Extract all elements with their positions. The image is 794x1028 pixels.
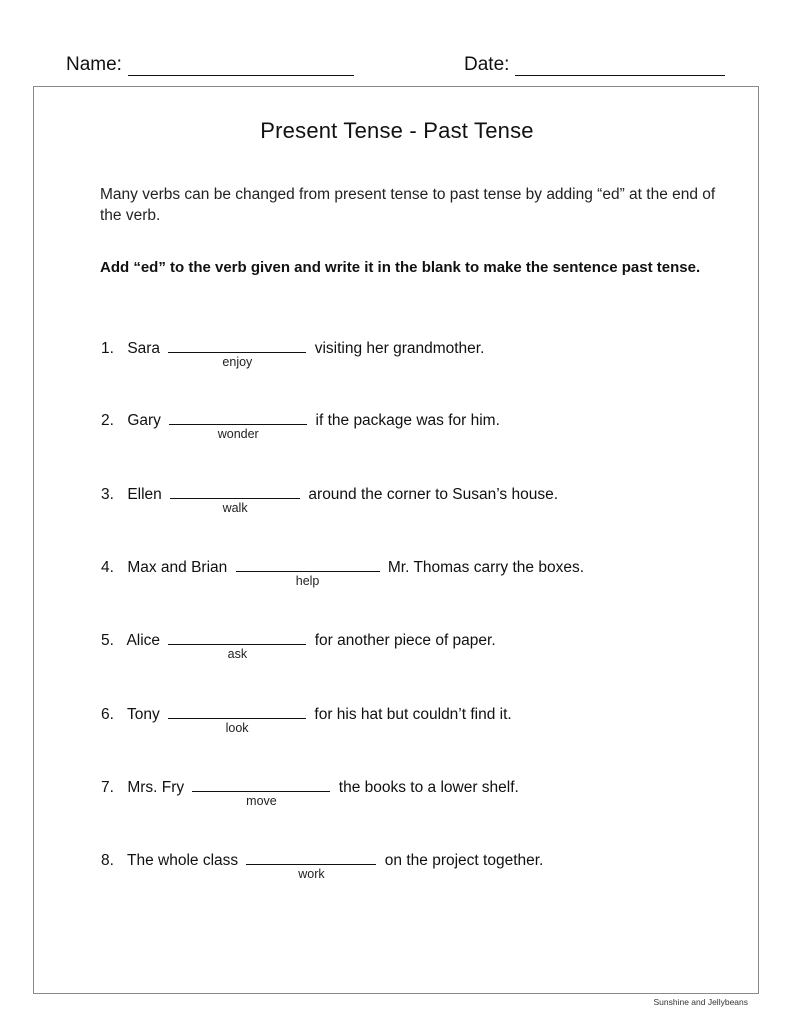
question-subject: Alice — [126, 632, 161, 649]
verb-hint: enjoy — [222, 355, 253, 369]
question-number: 4. — [101, 559, 114, 576]
question-number: 6. — [101, 706, 114, 723]
verb-hint: wonder — [217, 427, 259, 441]
question-number: 7. — [101, 779, 114, 796]
question-number: 3. — [101, 486, 114, 503]
question-rest: if the package was for him. — [315, 412, 500, 429]
footer-credit: Sunshine and Jellybeans — [653, 997, 748, 1007]
answer-blank[interactable] — [169, 410, 307, 441]
verb-hint: help — [295, 574, 320, 588]
question-item — [101, 777, 519, 808]
question-subject: The whole class — [127, 852, 239, 869]
date-blank-line[interactable] — [515, 55, 725, 76]
answer-blank[interactable] — [168, 704, 306, 735]
question-item — [101, 410, 500, 441]
question-subject: Gary — [127, 412, 161, 429]
question-rest: visiting her grandmother. — [314, 340, 485, 357]
question-number: 2. — [101, 412, 114, 429]
answer-blank[interactable] — [168, 338, 306, 369]
question-item — [101, 484, 559, 515]
question-rest: around the corner to Susan’s house. — [308, 486, 559, 503]
question-number: 1. — [101, 340, 114, 357]
answer-blank[interactable] — [236, 557, 380, 588]
intro-paragraph: Many verbs can be changed from present tense to past tense by adding “ed” at the end of the verb. — [100, 186, 716, 224]
question-item — [101, 630, 496, 661]
verb-hint: look — [225, 721, 249, 735]
name-label: Name: — [66, 54, 122, 75]
answer-blank[interactable] — [192, 777, 330, 808]
instruction-text: Add “ed” to the verb given and write it in the blank to make the sentence past tense. — [100, 259, 701, 276]
question-rest: the books to a lower shelf. — [338, 779, 519, 796]
question-rest: Mr. Thomas carry the boxes. — [387, 559, 585, 576]
question-rest: for his hat but couldn’t find it. — [314, 706, 512, 723]
answer-blank[interactable] — [168, 630, 306, 661]
worksheet-title: Present Tense - Past Tense — [260, 118, 534, 143]
verb-hint: move — [246, 794, 277, 808]
question-number: 5. — [101, 632, 114, 649]
question-item — [101, 338, 485, 369]
date-label: Date: — [464, 54, 510, 75]
date-field — [464, 54, 725, 76]
question-rest: on the project together. — [384, 852, 544, 869]
name-field — [66, 54, 354, 76]
answer-blank[interactable] — [170, 484, 300, 515]
verb-hint: work — [298, 867, 325, 881]
question-rest: for another piece of paper. — [314, 632, 496, 649]
answer-blank[interactable] — [246, 850, 376, 881]
question-subject: Ellen — [127, 486, 162, 503]
question-item — [101, 850, 544, 881]
question-subject: Mrs. Fry — [127, 779, 185, 796]
question-subject: Tony — [127, 706, 160, 723]
question-item — [101, 704, 512, 735]
question-item — [101, 557, 585, 588]
question-subject: Sara — [127, 340, 161, 357]
verb-hint: walk — [222, 501, 248, 515]
verb-hint: ask — [227, 647, 248, 661]
name-blank-line[interactable] — [128, 55, 354, 76]
question-number: 8. — [101, 852, 114, 869]
question-subject: Max and Brian — [127, 559, 228, 576]
